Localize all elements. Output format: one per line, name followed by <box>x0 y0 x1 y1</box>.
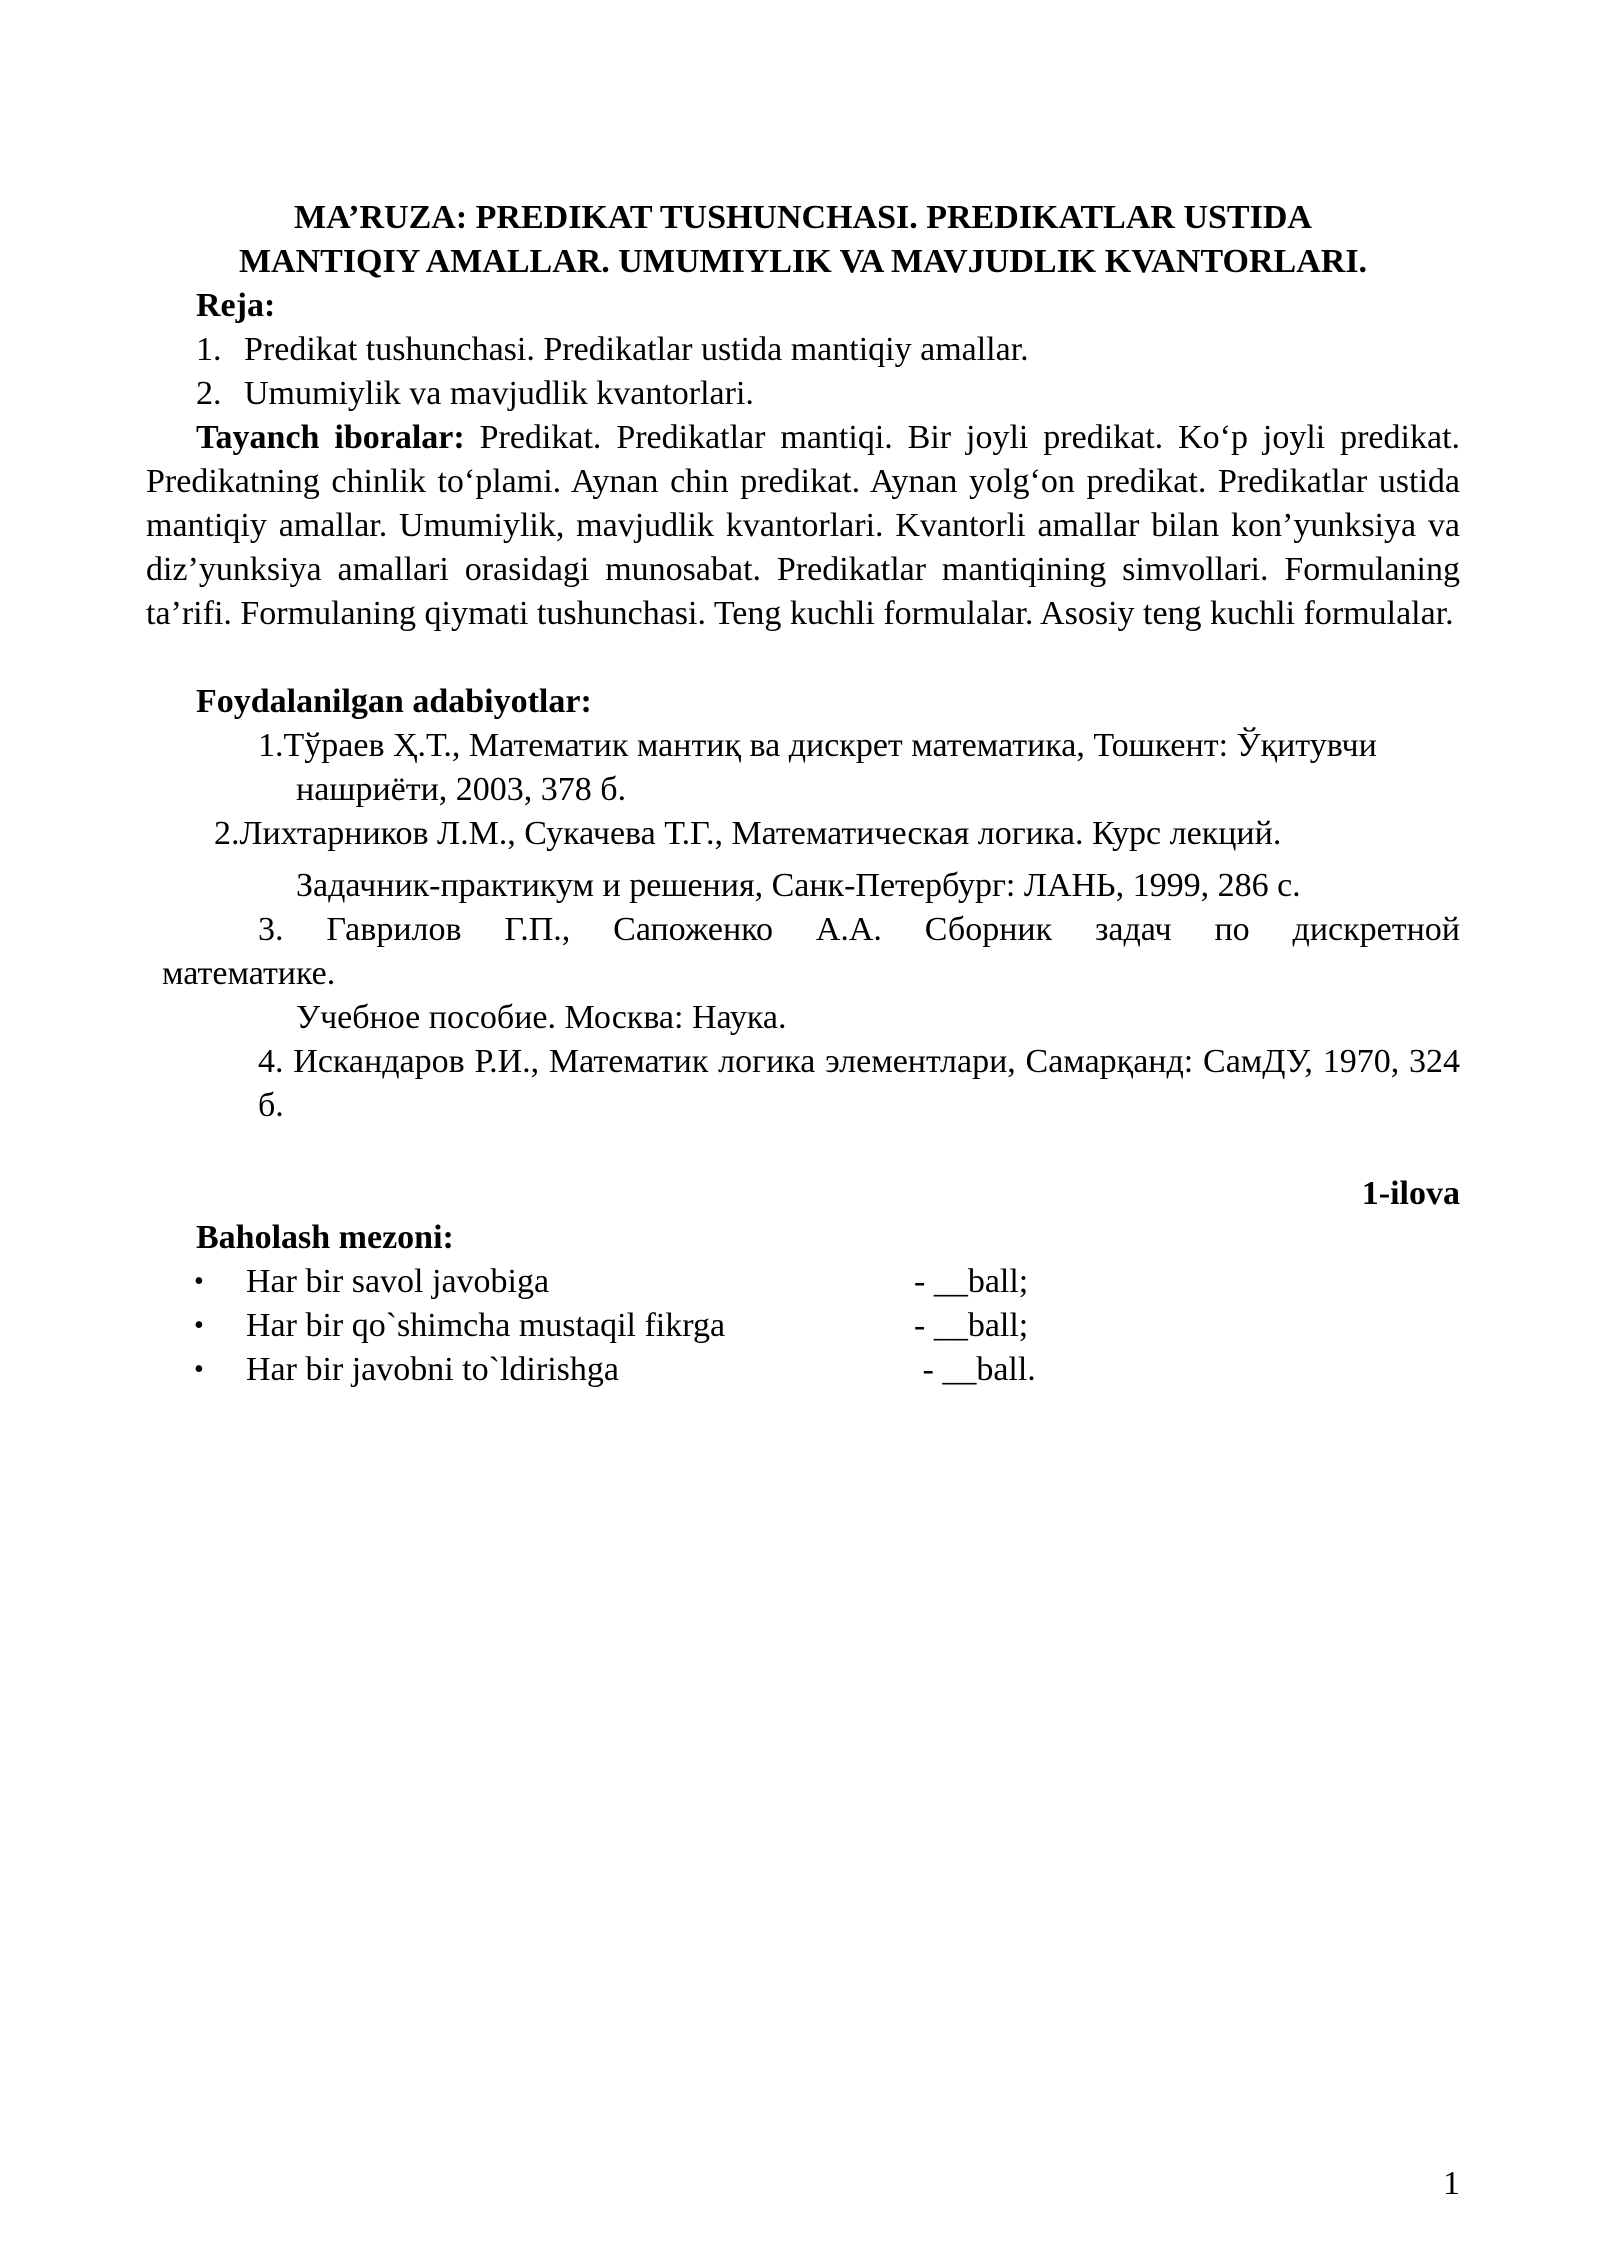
criteria-label: Har bir savol javobiga <box>246 1263 550 1300</box>
criteria-heading: Baholash mezoni: <box>196 1219 454 1256</box>
reference-4: 4. Искандаров Р.И., Математик логика элементлари, Самарқанд: СамДУ, 1970, 324 б. <box>258 1043 1460 1124</box>
criteria-list <box>146 1260 1460 1392</box>
plan-item <box>146 328 1460 372</box>
lecture-title <box>146 196 1460 284</box>
spacer <box>146 1128 1460 1172</box>
plan-item-text: Predikat tushunchasi. Predikatlar ustida mantiqiy amallar. <box>244 331 1029 368</box>
criteria-item <box>146 1304 1460 1348</box>
reference-1: 1.Тўраев Ҳ.Т., Математик мантиқ ва дискрет математика, Тошкент: Ўқитувчи <box>258 727 1377 764</box>
plan-list <box>146 328 1460 416</box>
reference-2: 2.Лихтарников Л.М., Сукачева Т.Г., Математическая логика. Курс лекций. <box>214 815 1282 852</box>
plan-item-number: 1. <box>196 331 222 368</box>
appendix-label: 1-ilova <box>1361 1175 1460 1212</box>
reference-1-continuation: нашриёти, 2003, 378 б. <box>296 771 627 808</box>
criteria-item <box>146 1348 1460 1392</box>
plan-item <box>146 372 1460 416</box>
references-heading: Foydalanilgan adabiyotlar: <box>196 683 592 720</box>
title-line-1: MA’RUZA: PREDIKAT TUSHUNCHASI. PREDIKATLAR USTIDA <box>294 199 1312 236</box>
criteria-label: Har bir qo`shimcha mustaqil fikrga <box>246 1307 726 1344</box>
criteria-score: - __ball; <box>914 1263 1029 1300</box>
page-number: 1 <box>1443 2165 1460 2202</box>
reference-3-tail: математике. <box>162 955 336 992</box>
title-line-2: MANTIQIY AMALLAR. UMUMIYLIK VA MAVJUDLIK KVANTORLARI. <box>238 243 1368 280</box>
criteria-score: - __ball. <box>914 1351 1036 1388</box>
plan-heading: Reja: <box>196 287 276 324</box>
bullet-icon: • <box>194 1266 204 1297</box>
plan-item-text: Umumiylik va mavjudlik kvantorlari. <box>244 375 754 412</box>
reference-2-continuation: Задачник-практикум и решения, Санк-Петербург: ЛАНЬ, 1999, 286 с. <box>296 867 1301 904</box>
reference-3-continuation: Учебное пособие. Москва: Наука. <box>296 999 787 1036</box>
criteria-label: Har bir javobni to`ldirishga <box>246 1351 619 1388</box>
bullet-icon: • <box>194 1310 204 1341</box>
keywords-label: Tayanch iboralar: <box>196 419 465 456</box>
spacer <box>146 636 1460 680</box>
bullet-icon: • <box>194 1354 204 1385</box>
keywords-paragraph <box>146 416 1460 636</box>
page-content <box>146 196 1460 1392</box>
reference-3: 3. Гаврилов Г.П., Сапоженко А.А. Сборник задач по дискретной <box>258 911 1460 948</box>
keywords-text: Predikat. Predikatlar mantiqi. Bir joyli predikat. Ko‘p joyli predikat. Predikatning chinlik to‘plami. Aynan chin predikat. Aynan yolg‘on predikat. Predikatlar ustida mantiqiy amallar. Umumiylik, mavjudlik kvantorlari. Kvantorli amallar bilan kon’yunksiya va diz’yunksiya amallari orasidagi munosabat. Predikatlar mantiqining simvollari. Formulaning ta’rifi. Formulaning qiymati tushunchasi. Teng kuchli formulalar. Asosiy teng kuchli formulalar. <box>146 419 1461 632</box>
plan-item-number: 2. <box>196 375 222 412</box>
criteria-item <box>146 1260 1460 1304</box>
criteria-score: - __ball; <box>914 1307 1029 1344</box>
